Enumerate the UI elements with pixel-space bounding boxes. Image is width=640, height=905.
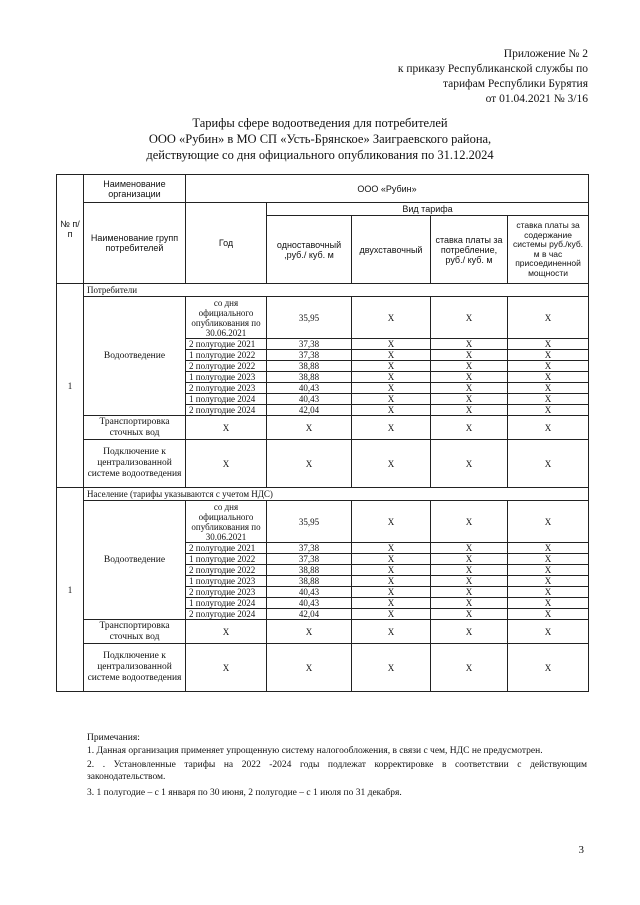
single-rate-cell: 40,43: [267, 383, 352, 394]
title-line-1: Тарифы сфере водоотведения для потребителей: [192, 116, 448, 130]
two-rate-cell: Х: [352, 405, 431, 416]
title-line-2: ООО «Рубин» в МО СП «Усть-Брянское» Заиграевского района,: [148, 132, 492, 146]
tariff-table: [56, 174, 589, 692]
single-rate-cell: 37,38: [267, 350, 352, 361]
consumption-rate-cell: Х: [431, 598, 508, 609]
two-rate-cell: Х: [352, 372, 431, 383]
capacity-rate-cell: Х: [508, 394, 589, 405]
consumption-rate-cell: Х: [431, 609, 508, 620]
single-rate-cell: 38,88: [267, 565, 352, 576]
single-rate-cell: Х: [267, 416, 352, 440]
single-rate-cell: Х: [267, 620, 352, 644]
two-rate-cell: Х: [352, 543, 431, 554]
header-num: № п/п: [57, 175, 84, 284]
section-title: Потребители: [84, 284, 589, 297]
consumption-rate-cell: Х: [431, 644, 508, 692]
capacity-rate-cell: Х: [508, 587, 589, 598]
two-rate-cell: Х: [352, 576, 431, 587]
single-rate-cell: 40,43: [267, 598, 352, 609]
transport-row: [57, 620, 589, 644]
single-rate-cell: 40,43: [267, 394, 352, 405]
period-cell: 2 полугодие 2023: [186, 587, 267, 598]
single-rate-cell: 42,04: [267, 609, 352, 620]
capacity-rate-cell: Х: [508, 416, 589, 440]
notes: [87, 733, 587, 800]
two-rate-cell: Х: [352, 598, 431, 609]
consumption-rate-cell: Х: [431, 620, 508, 644]
connection-label: Подключение к централизованной системе водоотведения: [84, 440, 186, 488]
section-number: 1: [57, 488, 84, 692]
note-item-2: 2. . Установленные тарифы на 2022 -2024 годы подлежат корректировке в соответствии с действующим законодательством.: [87, 760, 587, 782]
consumption-rate-cell: Х: [431, 576, 508, 587]
transport-label: Транспортировка сточных вод: [84, 416, 186, 440]
header-single-rate: одноставочный ,руб./ куб. м: [267, 216, 352, 284]
page-number: 3: [578, 844, 584, 856]
capacity-rate-cell: Х: [508, 372, 589, 383]
single-rate-cell: 37,38: [267, 339, 352, 350]
two-rate-cell: Х: [352, 609, 431, 620]
capacity-rate-cell: Х: [508, 598, 589, 609]
header-two-rate: двухставочный: [352, 216, 431, 284]
title-line-3: действующие со дня официального опубликования по 31.12.2024: [146, 148, 494, 162]
period-cell: 2 полугодие 2022: [186, 565, 267, 576]
consumption-rate-cell: Х: [431, 587, 508, 598]
capacity-rate-cell: Х: [508, 565, 589, 576]
connection-row: [57, 440, 589, 488]
single-rate-cell: 37,38: [267, 554, 352, 565]
single-rate-cell: 42,04: [267, 405, 352, 416]
two-rate-cell: Х: [352, 501, 431, 543]
period-cell: 1 полугодие 2022: [186, 350, 267, 361]
capacity-rate-cell: Х: [508, 361, 589, 372]
note-item-1: 1. Данная организация применяет упрощенную систему налогообложения, в связи с чем, НДС не предусмотрен.: [87, 745, 543, 756]
table-row: [57, 297, 589, 339]
period-cell: со дня официального опубликования по 30.06.2021: [186, 297, 267, 339]
consumption-rate-cell: Х: [431, 361, 508, 372]
service-name: Водоотведение: [84, 297, 186, 416]
two-rate-cell: Х: [352, 394, 431, 405]
two-rate-cell: Х: [352, 587, 431, 598]
period-cell: 2 полугодие 2024: [186, 405, 267, 416]
consumption-rate-cell: Х: [431, 501, 508, 543]
period-cell: со дня официального опубликования по 30.06.2021: [186, 501, 267, 543]
consumption-rate-cell: Х: [431, 339, 508, 350]
header-capacity-rate: ставка платы за содержание системы руб./куб. м в час присоединенной мощности: [508, 216, 589, 284]
header-org-name: ООО «Рубин»: [186, 175, 589, 203]
service-name: Водоотведение: [84, 501, 186, 620]
consumption-rate-cell: Х: [431, 297, 508, 339]
period-cell: 1 полугодие 2024: [186, 394, 267, 405]
consumption-rate-cell: Х: [431, 554, 508, 565]
section-number: 1: [57, 284, 84, 488]
capacity-rate-cell: Х: [508, 620, 589, 644]
year-cell: Х: [186, 620, 267, 644]
section-title: Население (тарифы указываются с учетом НДС): [84, 488, 589, 501]
header-org-label: Наименование организации: [84, 175, 186, 203]
annex-line-4: от 01.04.2021 № 3/16: [485, 93, 588, 105]
single-rate-cell: 35,95: [267, 501, 352, 543]
period-cell: 2 полугодие 2023: [186, 383, 267, 394]
year-cell: Х: [186, 644, 267, 692]
capacity-rate-cell: Х: [508, 501, 589, 543]
section-title-row: [57, 284, 589, 297]
note-item-3: 3. 1 полугодие – с 1 января по 30 июня, 2 полугодие – с 1 июля по 31 декабря.: [87, 788, 402, 798]
consumption-rate-cell: Х: [431, 543, 508, 554]
annex-line-3: тарифам Республики Бурятия: [442, 78, 588, 90]
transport-label: Транспортировка сточных вод: [84, 620, 186, 644]
single-rate-cell: 37,38: [267, 543, 352, 554]
period-cell: 2 полугодие 2021: [186, 543, 267, 554]
transport-row: [57, 416, 589, 440]
two-rate-cell: Х: [352, 339, 431, 350]
period-cell: 1 полугодие 2023: [186, 372, 267, 383]
period-cell: 2 полугодие 2021: [186, 339, 267, 350]
consumption-rate-cell: Х: [431, 405, 508, 416]
two-rate-cell: Х: [352, 440, 431, 488]
period-cell: 1 полугодие 2023: [186, 576, 267, 587]
period-cell: 1 полугодие 2022: [186, 554, 267, 565]
consumption-rate-cell: Х: [431, 565, 508, 576]
header-group-label: Наименование групп потребителей: [84, 203, 186, 284]
consumption-rate-cell: Х: [431, 372, 508, 383]
capacity-rate-cell: Х: [508, 350, 589, 361]
header-year: Год: [186, 203, 267, 284]
consumption-rate-cell: Х: [431, 350, 508, 361]
header-consumption-rate: ставка платы за потребление, руб./ куб. м: [431, 216, 508, 284]
two-rate-cell: Х: [352, 644, 431, 692]
period-cell: 1 полугодие 2024: [186, 598, 267, 609]
connection-row: [57, 644, 589, 692]
capacity-rate-cell: Х: [508, 644, 589, 692]
section-title-row: [57, 488, 589, 501]
annex-header: [398, 47, 588, 107]
single-rate-cell: Х: [267, 644, 352, 692]
single-rate-cell: 38,88: [267, 372, 352, 383]
table-row: [57, 501, 589, 543]
capacity-rate-cell: Х: [508, 297, 589, 339]
two-rate-cell: Х: [352, 416, 431, 440]
capacity-rate-cell: Х: [508, 576, 589, 587]
single-rate-cell: 40,43: [267, 587, 352, 598]
consumption-rate-cell: Х: [431, 416, 508, 440]
consumption-rate-cell: Х: [431, 383, 508, 394]
capacity-rate-cell: Х: [508, 405, 589, 416]
two-rate-cell: Х: [352, 297, 431, 339]
year-cell: Х: [186, 416, 267, 440]
two-rate-cell: Х: [352, 361, 431, 372]
period-cell: 2 полугодие 2024: [186, 609, 267, 620]
single-rate-cell: 35,95: [267, 297, 352, 339]
single-rate-cell: 38,88: [267, 361, 352, 372]
capacity-rate-cell: Х: [508, 543, 589, 554]
capacity-rate-cell: Х: [508, 383, 589, 394]
two-rate-cell: Х: [352, 554, 431, 565]
single-rate-cell: 38,88: [267, 576, 352, 587]
header-row-org: [57, 175, 589, 203]
capacity-rate-cell: Х: [508, 339, 589, 350]
single-rate-cell: Х: [267, 440, 352, 488]
capacity-rate-cell: Х: [508, 554, 589, 565]
capacity-rate-cell: Х: [508, 609, 589, 620]
consumption-rate-cell: Х: [431, 440, 508, 488]
consumption-rate-cell: Х: [431, 394, 508, 405]
connection-label: Подключение к централизованной системе водоотведения: [84, 644, 186, 692]
two-rate-cell: Х: [352, 565, 431, 576]
header-row-type: [57, 203, 589, 216]
period-cell: 2 полугодие 2022: [186, 361, 267, 372]
notes-label: Примечания:: [87, 733, 140, 743]
document-title: [0, 115, 640, 163]
annex-line-2: к приказу Республиканской службы по: [397, 63, 588, 75]
header-tariff-type: Вид тарифа: [267, 203, 589, 216]
capacity-rate-cell: Х: [508, 440, 589, 488]
two-rate-cell: Х: [352, 620, 431, 644]
two-rate-cell: Х: [352, 383, 431, 394]
two-rate-cell: Х: [352, 350, 431, 361]
annex-line-1: Приложение № 2: [503, 48, 588, 60]
year-cell: Х: [186, 440, 267, 488]
